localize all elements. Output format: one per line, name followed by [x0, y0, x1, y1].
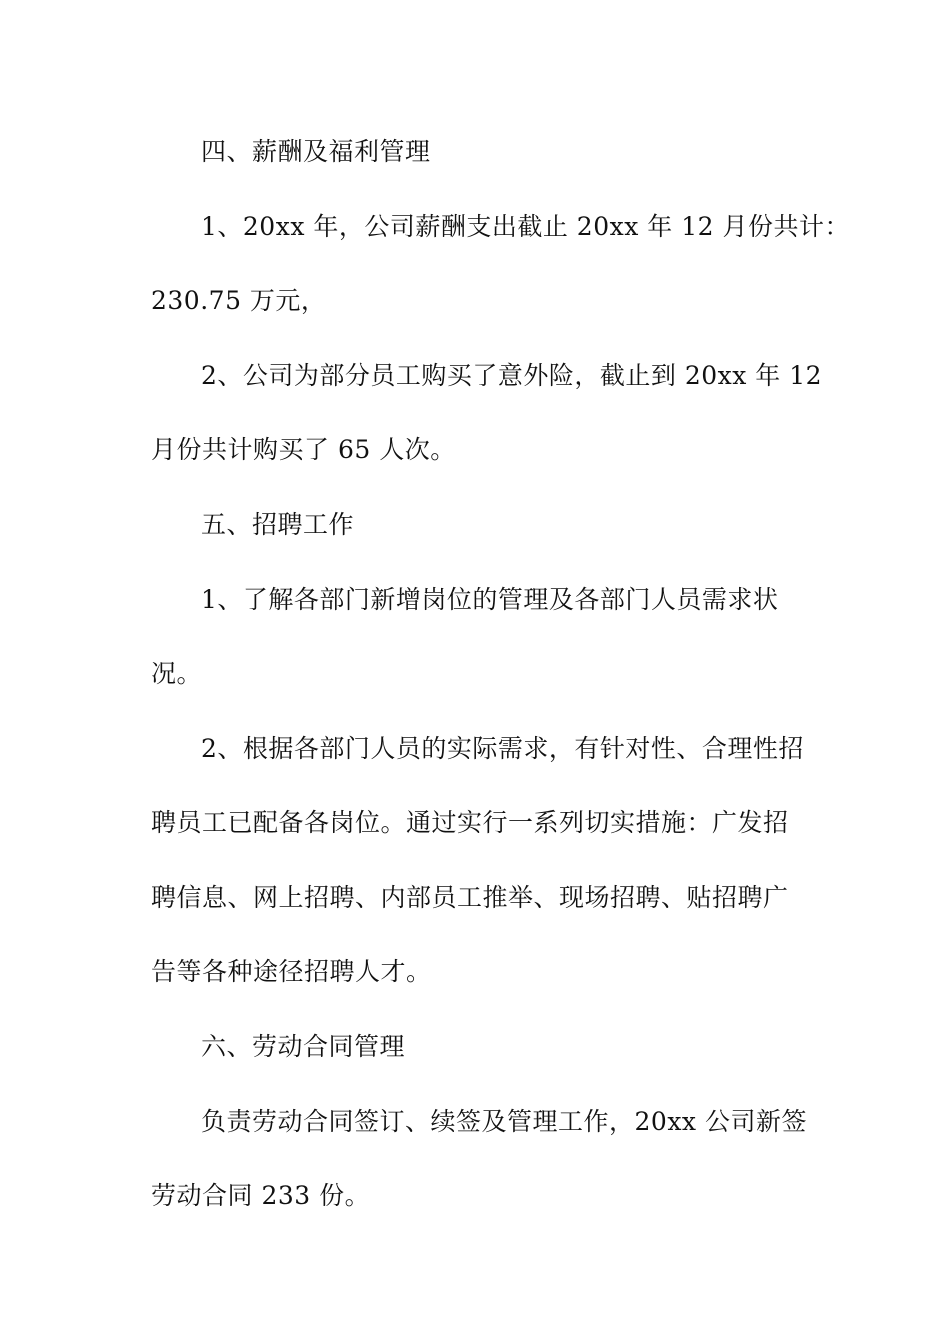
paragraph-line: 告等各种途径招聘人才。	[151, 957, 432, 986]
paragraph-line: 聘员工已配备各岗位。通过实行一系列切实措施：广发招	[151, 808, 789, 837]
section-heading-salary-benefits: 四、薪酬及福利管理	[201, 137, 431, 166]
paragraph-line: 月份共计购买了 65 人次。	[151, 435, 456, 464]
paragraph-line: 230.75 万元，	[151, 286, 327, 315]
section-heading-recruitment: 五、招聘工作	[201, 510, 355, 539]
paragraph-line: 况。	[151, 659, 203, 688]
paragraph-line: 1、了解各部门新增岗位的管理及各部门人员需求状	[201, 585, 779, 614]
paragraph-line: 聘信息、网上招聘、内部员工推举、现场招聘、贴招聘广	[151, 883, 789, 912]
paragraph-line: 劳动合同 233 份。	[151, 1181, 371, 1210]
paragraph-line: 1、20xx 年，公司薪酬支出截止 20xx 年 12 月份共计：	[201, 212, 850, 241]
section-heading-labor-contract: 六、劳动合同管理	[201, 1032, 406, 1061]
paragraph-line: 2、公司为部分员工购买了意外险，截止到 20xx 年 12	[201, 361, 823, 390]
paragraph-line: 2、根据各部门人员的实际需求，有针对性、合理性招	[201, 734, 804, 763]
paragraph-line: 负责劳动合同签订、续签及管理工作，20xx 公司新签	[201, 1107, 807, 1136]
